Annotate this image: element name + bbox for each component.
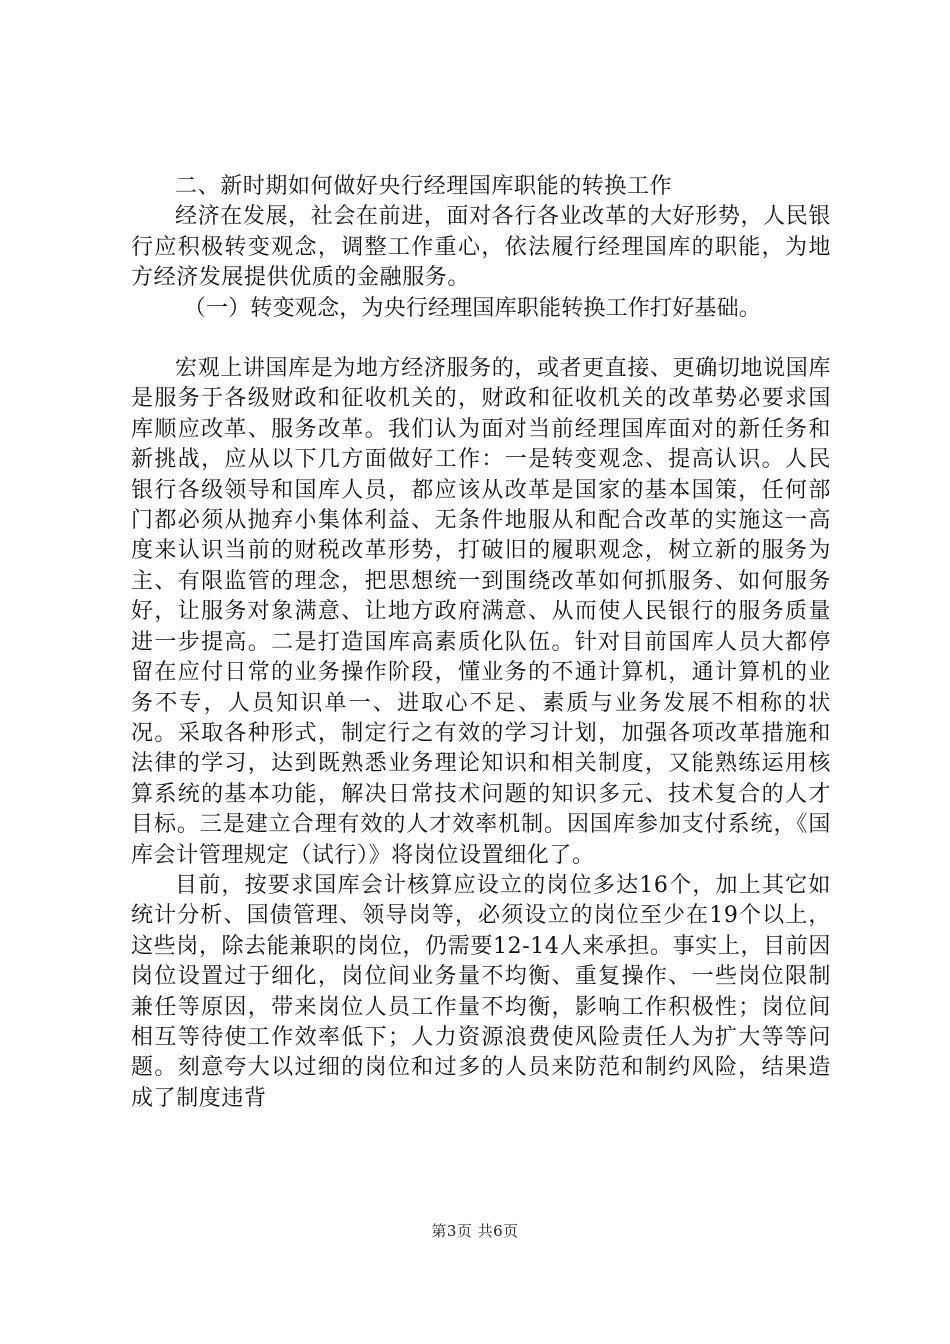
paragraph-positions: 目前，按要求国库会计核算应设立的岗位多达16个，加上其它如统计分析、国债管理、领导岗等，必须设立的岗位至少在19个以上，这些岗，除去能兼职的岗位，仍需要12-14人来承担。事实上，目前因岗位设置过于细化，岗位间业务量不均衡、重复操作、一些岗位限制兼任等原因，带来岗位人员工作量不均衡，影响工作积极性；岗位间相互等待使工作效率低下；人力资源浪费使风险责任人为扩大等等问题。刻意夸大以过细的岗位和过多的人员来防范和制约风险，结果造成了制度违背	[131, 872, 831, 1111]
document-body	[131, 172, 831, 1114]
paragraph-intro: 经济在发展，社会在前进，面对各行各业改革的大好形势，人民银行应积极转变观念，调整工作重心，依法履行经理国库的职能，为地方经济发展提供优质的金融服务。	[131, 204, 831, 291]
section-heading: 二、新时期如何做好央行经理国库职能的转换工作	[175, 174, 673, 199]
subsection-heading: （一）转变观念，为央行经理国库职能转换工作打好基础。	[183, 295, 761, 321]
page-footer: 第3页 共6页	[431, 1222, 519, 1240]
paragraph-main: 宏观上讲国库是为地方经济服务的，或者更直接、更确切地说国库是服务于各级财政和征收机关的，财政和征收机关的改革势必要求国库顺应改革、服务改革。我们认为面对当前经理国库面对的新任务和新挑战，应从以下几方面做好工作：一是转变观念、提高认识。人民银行各级领导和国库人员，都应该从改革是国家的基本国策，任何部门都必须从抛弃小集体利益、无条件地服从和配合改革的实施这一高度来认识当前的财税改革形势，打破旧的履职观念，树立新的服务为主、有限监管的理念，把思想统一到围绕改革如何抓服务、如何服务好，让服务对象满意、让地方政府满意、从而使人民银行的服务质量进一步提高。二是打造国库高素质化队伍。针对目前国库人员大都停留在应付日常的业务操作阶段，懂业务的不通计算机，通计算机的业务不专，人员知识单一、进取心不足、素质与业务发展不相称的状况。采取各种形式，制定行之有效的学习计划，加强各项改革措施和法律的学习，达到既熟悉业务理论知识和相关制度，又能熟练运用核算系统的基本功能，解决日常技术问题的知识多元、技术复合的人才目标。三是建立合理有效的人才效率机制。因国库参加支付系统，《国库会计管理规定（试行）》将岗位设置细化了。	[131, 356, 831, 868]
